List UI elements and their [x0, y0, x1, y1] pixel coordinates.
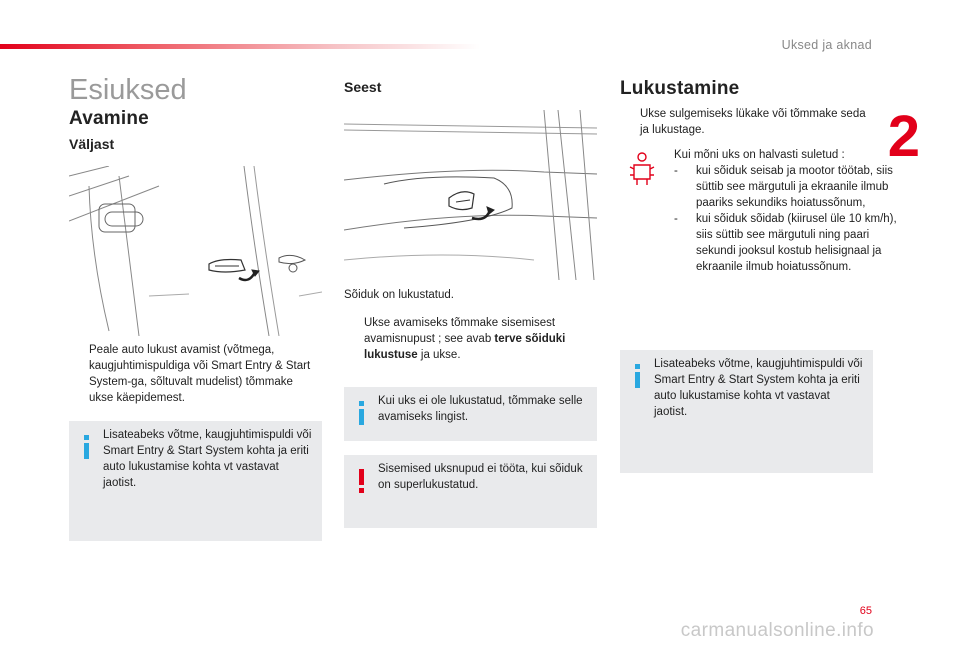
warning-item: - kui sõiduk sõidab (kiirusel üle 10 km/h), siis süttib see märgutuli ning paari sekundi jooksul kostub helisignaal ja ekraanile ilmub hoiatussõnum. [674, 213, 897, 273]
page-number: 65 [859, 605, 872, 617]
bullet-lock-door: Ukse sulgemiseks lükake või tõmmake seda ja lukustage. [640, 108, 866, 136]
warning-intro: Kui mõni uks on halvasti suletud : [674, 149, 845, 161]
warning-item: - kui sõiduk seisab ja mootor töötab, siis süttib see märgutuli ja ekraanile ilmub paariks sekundiks hoiatussõnum, [674, 165, 893, 209]
info-icon [632, 364, 644, 388]
warning-note-middle: Sisemised uksnupud ei tööta, kui sõiduk on superlukustatud. [344, 455, 597, 528]
info-icon [356, 401, 368, 425]
subsection-heading-valjast: Väljast [69, 136, 115, 152]
chapter-number: 2 [887, 104, 920, 169]
page-title: Esiuksed [69, 74, 187, 106]
info-note-middle: Kui uks ei ole lukustatud, tõmmake selle avamiseks lingist. [344, 387, 597, 441]
section-heading-lukustamine: Lukustamine [620, 78, 740, 99]
info-icon [81, 435, 93, 459]
info-note-right: Lisateabeks võtme, kaugjuhtimispuldi või Smart Entry & Start System kohta ja eriti auto lukustamise kohta vt vastavat jaotist. [620, 350, 873, 473]
interior-door-handle-illustration [344, 110, 597, 280]
door-open-warning [620, 147, 897, 307]
bold-emphasis: terve sõiduki lukustuse [364, 333, 566, 361]
subsection-heading-seest: Seest [344, 79, 382, 95]
chapter-title: Uksed ja aknad [781, 38, 872, 52]
info-note-left: Lisateabeks võtme, kaugjuhtimispuldi või Smart Entry & Start System kohta ja eriti auto lukustamise kohta vt vastavat jaotist. [69, 421, 322, 541]
exclamation-warning-icon [356, 469, 368, 493]
door-open-warning-light-icon [628, 151, 656, 187]
bullet-exterior-open: Peale auto lukust avamist (võtmega, kaugjuhtimispuldiga või Smart Entry & Start System-ga, sõltuvalt mudelist) tõmmake ukse käepidemest. [89, 344, 311, 404]
header-accent-bar [0, 44, 480, 49]
bullet-interior-open: Ukse avamiseks tõmmake sisemisest avamisnupust ; see avab terve sõiduki lukustuse ja ukse. [364, 317, 566, 361]
watermark-text: carmanualsonline.info [680, 620, 874, 641]
exterior-door-handle-illustration [69, 166, 322, 336]
vehicle-locked-status: Sõiduk on lukustatud. [344, 289, 454, 301]
section-heading-avamine: Avamine [69, 108, 149, 129]
